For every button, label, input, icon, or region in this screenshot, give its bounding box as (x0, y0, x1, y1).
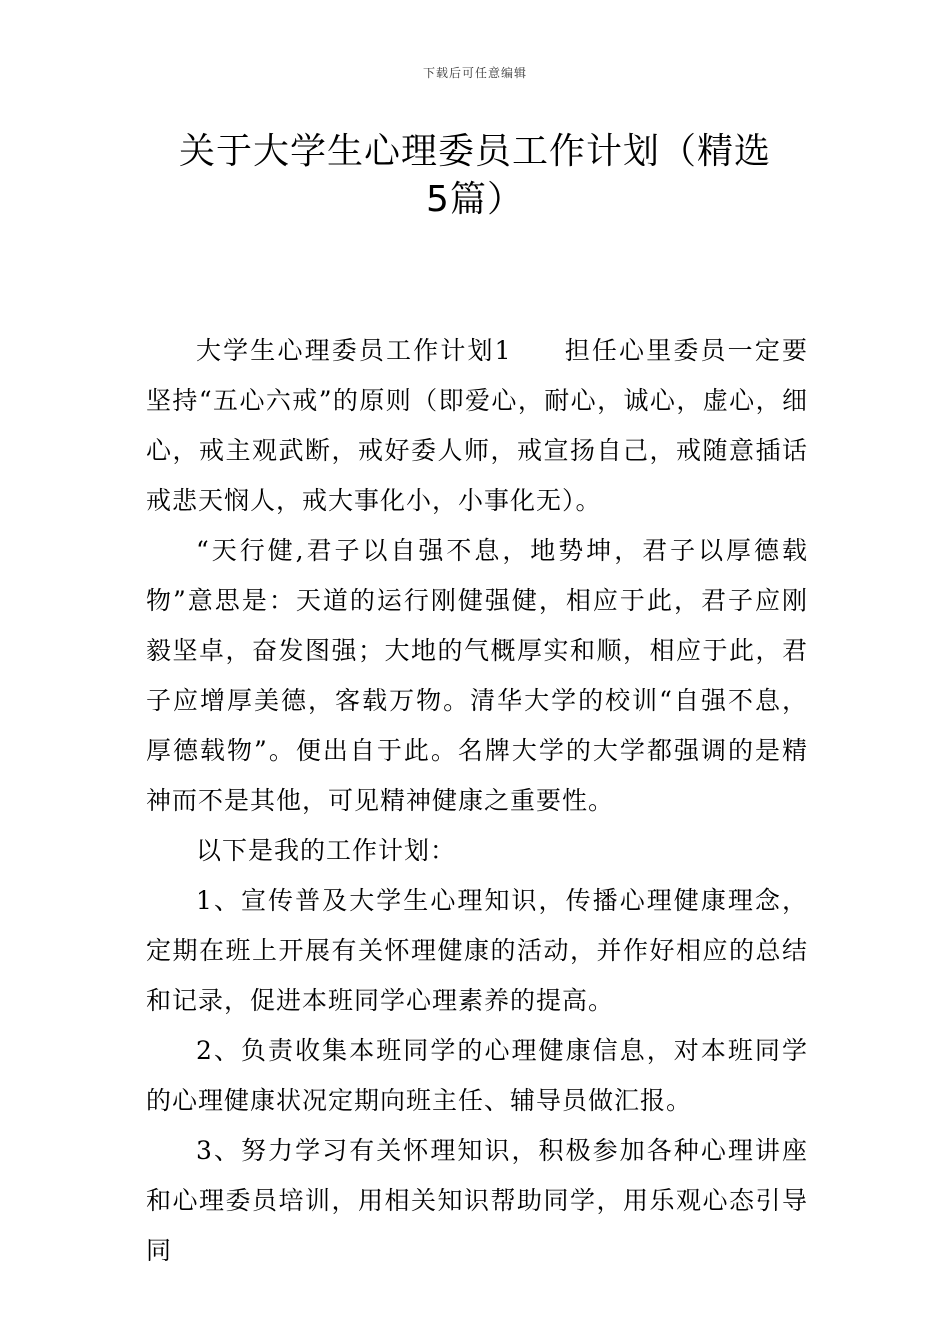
paragraph: 以下是我的工作计划： (196, 836, 457, 865)
paragraph: 2、负责收集本班同学的心理健康信息，对本班同学的心理健康状况定期向班主任、辅导员做汇报。 (146, 1036, 808, 1115)
plan-heading: 大学生心理委员工作计划1 (196, 336, 512, 365)
paragraph: “天行健,君子以自强不息，地势坤，君子以厚德载物”意思是：天道的运行刚健强健，相应于此，君子应刚毅坚卓，奋发图强；大地的气概厚实和顺，相应于此，君子应增厚美德，客载万物。清华大学的校训“自强不息，厚德载物”。便出自于此。名牌大学的大学都强调的是精神而不是其他，可见精神健康之重要性。 (146, 536, 808, 815)
paragraph (146, 326, 808, 526)
document-title: 关于大学生心理委员工作计划（精选5篇） (178, 131, 771, 220)
document-body (146, 326, 808, 1276)
paragraph-text: 担任心里委员一定要坚持“五心六戒”的原则（即爱心，耐心，诚心，虚心，细心，戒主观武断，戒好委人师，戒宣扬自己，戒随意插话戒悲天悯人，戒大事化小，小事化无）。 (146, 336, 808, 515)
paragraph: 3、努力学习有关怀理知识，积极参加各种心理讲座和心理委员培训，用相关知识帮助同学，用乐观心态引导同 (146, 1136, 808, 1265)
paragraph: 1、宣传普及大学生心理知识，传播心理健康理念，定期在班上开展有关怀理健康的活动，并作好相应的总结和记录，促进本班同学心理素养的提高。 (146, 886, 808, 1015)
header-note: 下载后可任意编辑 (422, 66, 527, 80)
